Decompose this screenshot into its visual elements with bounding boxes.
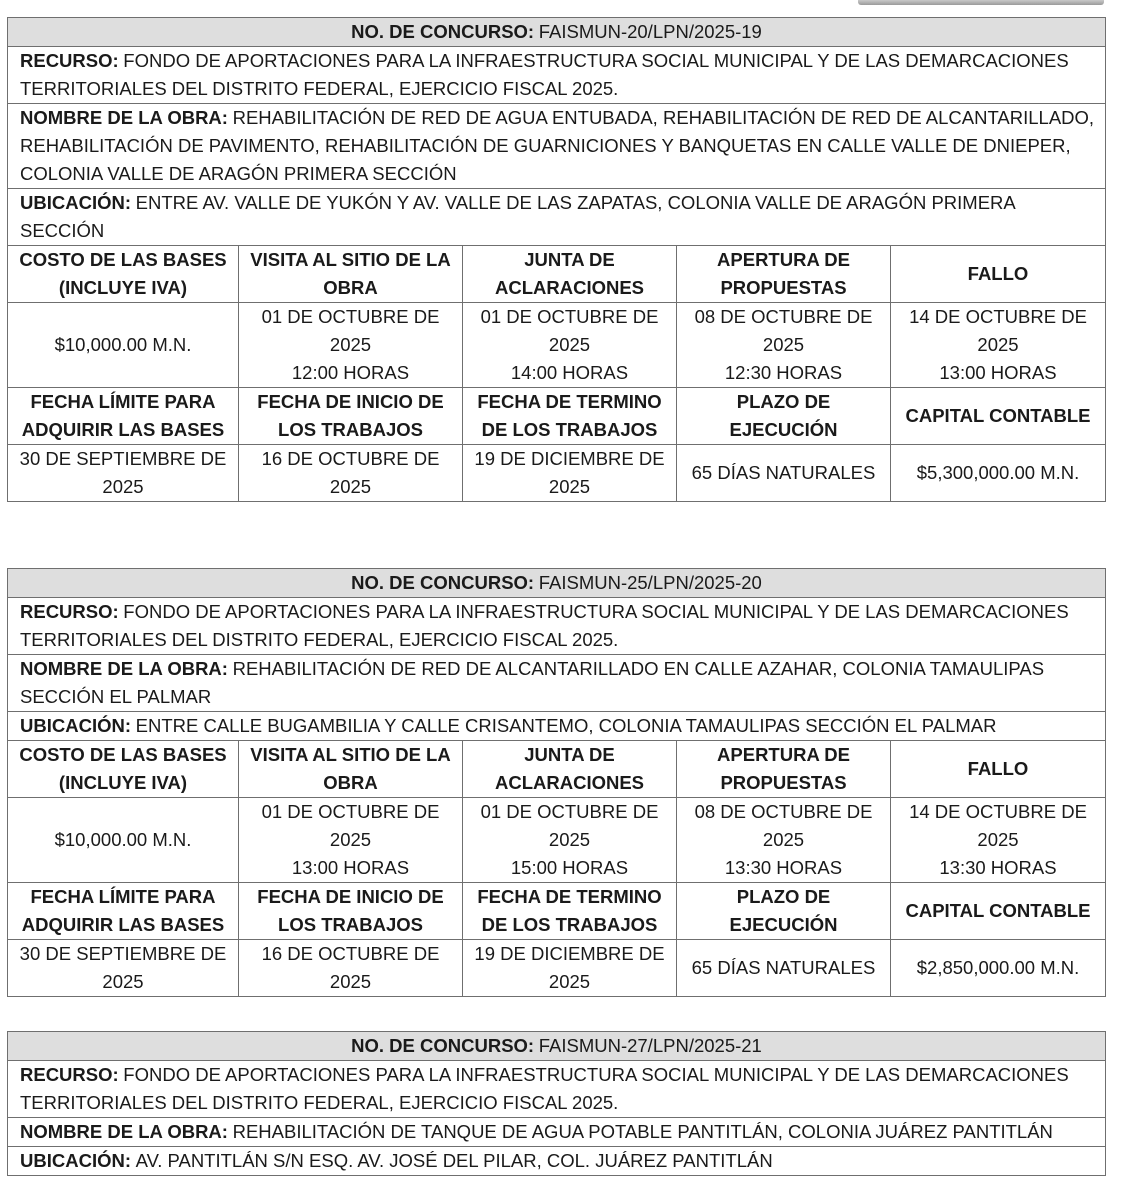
fecha-inicio-value: 16 DE OCTUBRE DE 2025: [239, 940, 463, 997]
capital-header: CAPITAL CONTABLE: [891, 388, 1106, 445]
junta-header: JUNTA DE ACLARACIONES: [463, 246, 677, 303]
obra-text: REHABILITACIÓN DE RED DE ALCANTARILLADO EN CALLE AZAHAR, COLONIA TAMAULIPAS SECCIÓN EL PALMAR: [20, 658, 1045, 707]
plazo-header: PLAZO DE EJECUCIÓN: [677, 883, 891, 940]
plazo-value: 65 DÍAS NATURALES: [677, 445, 891, 502]
visita-value: 01 DE OCTUBRE DE 2025 12:00 HORAS: [239, 303, 463, 388]
ubicacion-text: AV. PANTITLÁN S/N ESQ. AV. JOSÉ DEL PILAR, COL. JUÁREZ PANTITLÁN: [135, 1150, 773, 1171]
apertura-value: 08 DE OCTUBRE DE 2025 13:30 HORAS: [677, 798, 891, 883]
ubicacion-row: UBICACIÓN: AV. PANTITLÁN S/N ESQ. AV. JOSÉ DEL PILAR, COL. JUÁREZ PANTITLÁN: [8, 1147, 1106, 1176]
fecha-limite-header: FECHA LÍMITE PARA ADQUIRIR LAS BASES: [8, 883, 239, 940]
recurso-text: FONDO DE APORTACIONES PARA LA INFRAESTRUCTURA SOCIAL MUNICIPAL Y DE LAS DEMARCACIONES TERRITORIALES DEL DISTRITO FEDERAL, EJERCICIO FISCAL 2025.: [20, 1064, 1069, 1113]
fecha-limite-value: 30 DE SEPTIEMBRE DE 2025: [8, 445, 239, 502]
fecha-inicio-value: 16 DE OCTUBRE DE 2025: [239, 445, 463, 502]
recurso-text: FONDO DE APORTACIONES PARA LA INFRAESTRUCTURA SOCIAL MUNICIPAL Y DE LAS DEMARCACIONES TERRITORIALES DEL DISTRITO FEDERAL, EJERCICIO FISCAL 2025.: [20, 601, 1069, 650]
apertura-header: APERTURA DE PROPUESTAS: [677, 741, 891, 798]
fecha-inicio-header: FECHA DE INICIO DE LOS TRABAJOS: [239, 883, 463, 940]
tender-number-row: NO. DE CONCURSO: FAISMUN-20/LPN/2025-19: [8, 18, 1106, 47]
recurso-row: RECURSO: FONDO DE APORTACIONES PARA LA INFRAESTRUCTURA SOCIAL MUNICIPAL Y DE LAS DEMARCACIONES TERRITORIALES DEL DISTRITO FEDERAL, EJERCICIO FISCAL 2025.: [8, 598, 1106, 655]
obra-text: REHABILITACIÓN DE TANQUE DE AGUA POTABLE PANTITLÁN, COLONIA JUÁREZ PANTITLÁN: [232, 1121, 1053, 1142]
visita-header: VISITA AL SITIO DE LA OBRA: [239, 246, 463, 303]
fecha-limite-header: FECHA LÍMITE PARA ADQUIRIR LAS BASES: [8, 388, 239, 445]
plazo-value: 65 DÍAS NATURALES: [677, 940, 891, 997]
fecha-termino-value: 19 DE DICIEMBRE DE 2025: [463, 940, 677, 997]
tender-number-row: NO. DE CONCURSO: FAISMUN-27/LPN/2025-21: [8, 1032, 1106, 1061]
recurso-row: RECURSO: FONDO DE APORTACIONES PARA LA INFRAESTRUCTURA SOCIAL MUNICIPAL Y DE LAS DEMARCACIONES TERRITORIALES DEL DISTRITO FEDERAL, EJERCICIO FISCAL 2025.: [8, 47, 1106, 104]
fecha-termino-header: FECHA DE TERMINO DE LOS TRABAJOS: [463, 883, 677, 940]
fecha-termino-value: 19 DE DICIEMBRE DE 2025: [463, 445, 677, 502]
tender-table-2: [7, 568, 1106, 997]
capital-value: $5,300,000.00 M.N.: [891, 445, 1106, 502]
fallo-header: FALLO: [891, 741, 1106, 798]
junta-header: JUNTA DE ACLARACIONES: [463, 741, 677, 798]
ubicacion-row: UBICACIÓN: ENTRE CALLE BUGAMBILIA Y CALLE CRISANTEMO, COLONIA TAMAULIPAS SECCIÓN EL PALMAR: [8, 712, 1106, 741]
ubicacion-text: ENTRE CALLE BUGAMBILIA Y CALLE CRISANTEMO, COLONIA TAMAULIPAS SECCIÓN EL PALMAR: [135, 715, 997, 736]
obra-row: NOMBRE DE LA OBRA: REHABILITACIÓN DE RED DE AGUA ENTUBADA, REHABILITACIÓN DE RED DE ALCANTARILLADO, REHABILITACIÓN DE PAVIMENTO, REHABILITACIÓN DE GUARNICIONES Y BANQUETAS EN CALLE VALLE DE DNIEPER, COLONIA VALLE DE ARAGÓN PRIMERA SECCIÓN: [8, 104, 1106, 189]
obra-row: NOMBRE DE LA OBRA: REHABILITACIÓN DE TANQUE DE AGUA POTABLE PANTITLÁN, COLONIA JUÁREZ PANTITLÁN: [8, 1118, 1106, 1147]
tender-number: FAISMUN-25/LPN/2025-20: [538, 572, 762, 593]
tender-number: FAISMUN-27/LPN/2025-21: [538, 1035, 762, 1056]
fallo-header: FALLO: [891, 246, 1106, 303]
obra-row: NOMBRE DE LA OBRA: REHABILITACIÓN DE RED DE ALCANTARILLADO EN CALLE AZAHAR, COLONIA TAMAULIPAS SECCIÓN EL PALMAR: [8, 655, 1106, 712]
ubicacion-row: UBICACIÓN: ENTRE AV. VALLE DE YUKÓN Y AV. VALLE DE LAS ZAPATAS, COLONIA VALLE DE ARAGÓN PRIMERA SECCIÓN: [8, 189, 1106, 246]
fallo-value: 14 DE OCTUBRE DE 2025 13:30 HORAS: [891, 798, 1106, 883]
costo-header: COSTO DE LAS BASES (INCLUYE IVA): [8, 741, 239, 798]
tender-number: FAISMUN-20/LPN/2025-19: [538, 21, 762, 42]
apertura-header: APERTURA DE PROPUESTAS: [677, 246, 891, 303]
scan-edge-bar: [858, 0, 1104, 5]
tender-table-1: [7, 17, 1106, 502]
plazo-header: PLAZO DE EJECUCIÓN: [677, 388, 891, 445]
visita-value: 01 DE OCTUBRE DE 2025 13:00 HORAS: [239, 798, 463, 883]
costo-header: COSTO DE LAS BASES (INCLUYE IVA): [8, 246, 239, 303]
visita-header: VISITA AL SITIO DE LA OBRA: [239, 741, 463, 798]
costo-value: $10,000.00 M.N.: [8, 303, 239, 388]
tender-table-3: [7, 1031, 1106, 1176]
capital-value: $2,850,000.00 M.N.: [891, 940, 1106, 997]
fecha-limite-value: 30 DE SEPTIEMBRE DE 2025: [8, 940, 239, 997]
apertura-value: 08 DE OCTUBRE DE 2025 12:30 HORAS: [677, 303, 891, 388]
fecha-termino-header: FECHA DE TERMINO DE LOS TRABAJOS: [463, 388, 677, 445]
junta-value: 01 DE OCTUBRE DE 2025 14:00 HORAS: [463, 303, 677, 388]
recurso-row: RECURSO: FONDO DE APORTACIONES PARA LA INFRAESTRUCTURA SOCIAL MUNICIPAL Y DE LAS DEMARCACIONES TERRITORIALES DEL DISTRITO FEDERAL, EJERCICIO FISCAL 2025.: [8, 1061, 1106, 1118]
junta-value: 01 DE OCTUBRE DE 2025 15:00 HORAS: [463, 798, 677, 883]
costo-value: $10,000.00 M.N.: [8, 798, 239, 883]
obra-text: REHABILITACIÓN DE RED DE AGUA ENTUBADA, REHABILITACIÓN DE RED DE ALCANTARILLADO, REHABILITACIÓN DE PAVIMENTO, REHABILITACIÓN DE GUARNICIONES Y BANQUETAS EN CALLE VALLE DE DNIEPER, COLONIA VALLE DE ARAGÓN PRIMERA SECCIÓN: [20, 107, 1095, 184]
fecha-inicio-header: FECHA DE INICIO DE LOS TRABAJOS: [239, 388, 463, 445]
capital-header: CAPITAL CONTABLE: [891, 883, 1106, 940]
fallo-value: 14 DE OCTUBRE DE 2025 13:00 HORAS: [891, 303, 1106, 388]
tender-number-row: NO. DE CONCURSO: FAISMUN-25/LPN/2025-20: [8, 569, 1106, 598]
recurso-text: FONDO DE APORTACIONES PARA LA INFRAESTRUCTURA SOCIAL MUNICIPAL Y DE LAS DEMARCACIONES TERRITORIALES DEL DISTRITO FEDERAL, EJERCICIO FISCAL 2025.: [20, 50, 1069, 99]
ubicacion-text: ENTRE AV. VALLE DE YUKÓN Y AV. VALLE DE LAS ZAPATAS, COLONIA VALLE DE ARAGÓN PRIMERA SECCIÓN: [20, 192, 1015, 241]
